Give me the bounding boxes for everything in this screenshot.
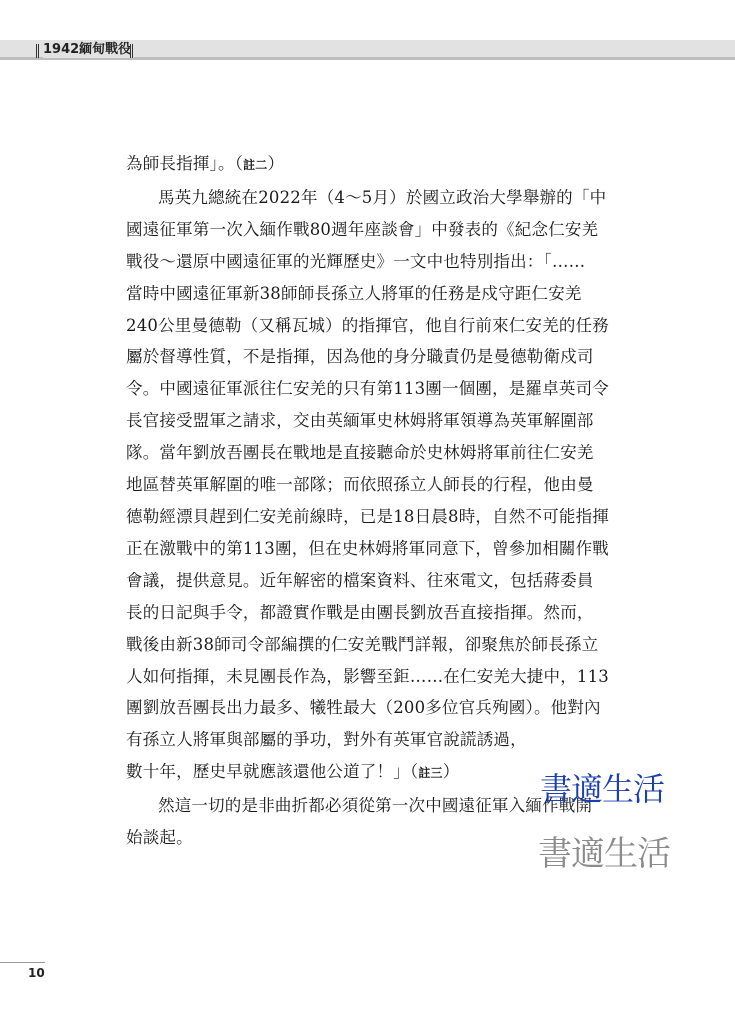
text-line: 人如何指揮，未見團長作為，影響至鉅……在仁安羌大捷中，113 bbox=[126, 666, 609, 686]
text-line: 然這一切的是非曲折都必須從第一次中國遠征軍入緬作戰開 bbox=[158, 796, 593, 816]
text-line: 馬英九總統在2022年（4～5月）於國立政治大學舉辦的「中 bbox=[158, 187, 607, 207]
text-line: 始談起。 bbox=[126, 828, 193, 848]
watermark-gray: 書適生活 bbox=[538, 834, 670, 874]
text-line: 長的日記與手令，都證實作戰是由團長劉放吾直接指揮。然而， bbox=[126, 602, 594, 622]
text-line: 正在激戰中的第113團，但在史林姆將軍同意下，曾參加相關作戰 bbox=[126, 538, 609, 558]
text-line: 國遠征軍第一次入緬作戰80週年座談會」中發表的《紀念仁安羌 bbox=[126, 219, 599, 239]
text-line: 戰役～還原中國遠征軍的光輝歷史》一文中也特別指出：「…… bbox=[126, 251, 586, 271]
footnote-marker: 註三 bbox=[418, 766, 443, 781]
body-text bbox=[126, 148, 612, 854]
header-divider-left bbox=[36, 44, 39, 58]
footnote-marker: 註二 bbox=[243, 158, 268, 172]
footer-rule bbox=[0, 962, 45, 963]
text-line: 240公里曼德勒（又稱瓦城）的指揮官，他自行前來仁安羌的任務 bbox=[126, 315, 609, 335]
watermark-blue: 書適生活 bbox=[540, 770, 665, 808]
page-number: 10 bbox=[28, 966, 45, 980]
text-line: 地區替英軍解圍的唯一部隊；而依照孫立人師長的行程，他由曼 bbox=[126, 475, 594, 495]
text-line: 團劉放吾團長出力最多、犧牲最大（200多位官兵殉國）。他對內 bbox=[126, 698, 601, 718]
text-line: 會議，提供意見。近年解密的檔案資料、往來電文，包括蔣委員 bbox=[126, 570, 594, 590]
text-line: 德勒經漂貝趕到仁安羌前線時，已是18日晨8時，自然不可能指揮 bbox=[126, 506, 609, 526]
text-line: 長官接受盟軍之請求，交由英緬軍史林姆將軍領導為英軍解圍部 bbox=[126, 411, 594, 431]
text-line: 戰後由新38師司令部編撰的仁安羌戰鬥詳報，卻聚焦於師長孫立 bbox=[126, 634, 599, 654]
text-line: 令。中國遠征軍派往仁安羌的只有第113團一個團，是羅卓英司令 bbox=[126, 379, 609, 399]
text-line: 屬於督導性質，不是指揮，因為他的身分職責仍是曼德勒衛戍司 bbox=[126, 347, 594, 367]
text-line: 隊。當年劉放吾團長在戰地是直接聽命於史林姆將軍前往仁安羌 bbox=[126, 443, 594, 463]
header-divider-right bbox=[130, 44, 133, 58]
text-line: 有孫立人將軍與部屬的爭功，對外有英軍官說謊誘過， bbox=[126, 730, 527, 750]
text-line: 為師長指揮」。（註二） bbox=[126, 154, 285, 173]
text-line: 當時中國遠征軍新38師師長孫立人將軍的任務是戍守距仁安羌 bbox=[126, 283, 582, 303]
running-header-title: 1942緬甸戰役 bbox=[43, 42, 134, 58]
text-line: 數十年，歷史早就應該還他公道了！」（註三） bbox=[126, 762, 460, 782]
